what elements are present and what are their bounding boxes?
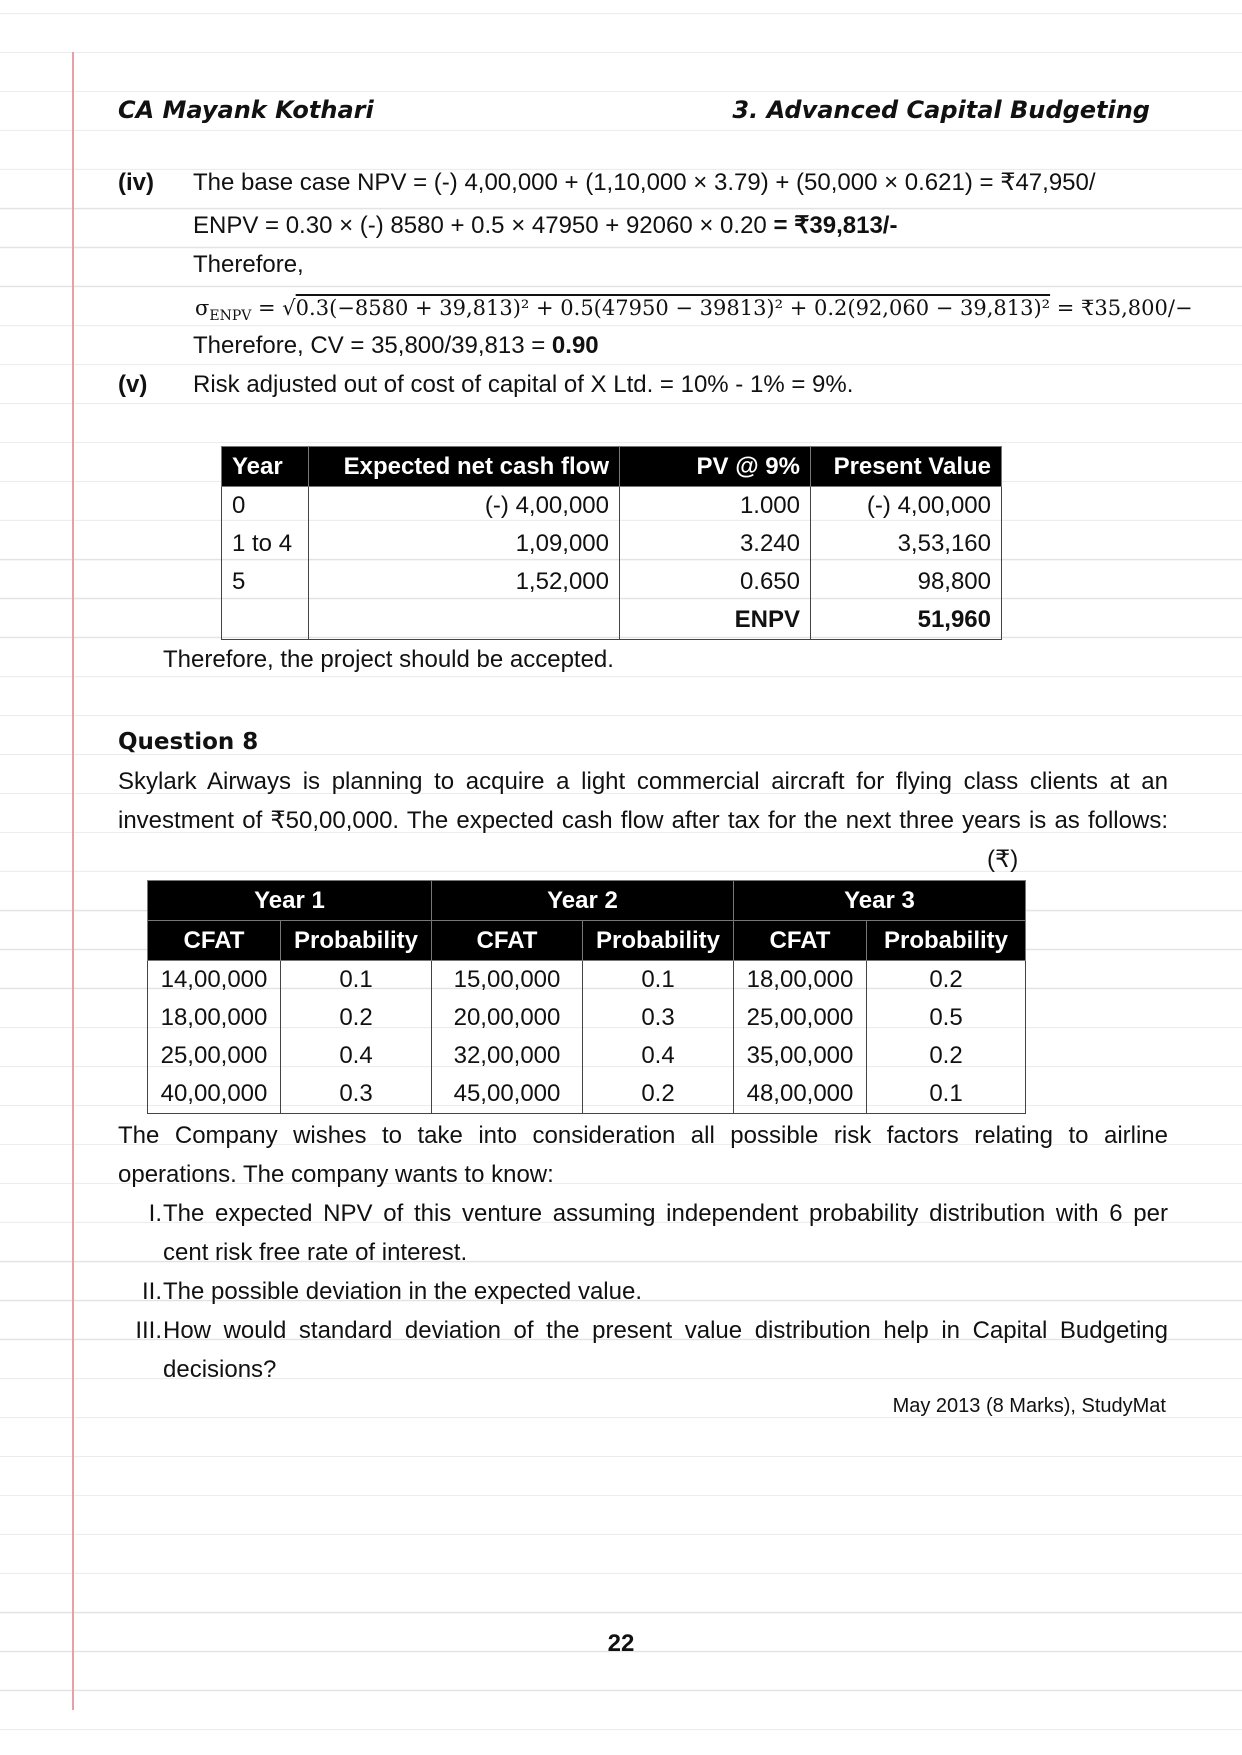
cell (222, 601, 309, 640)
col-year: Year (222, 447, 309, 487)
cell: 0.5 (867, 999, 1026, 1037)
cell: 1,09,000 (309, 525, 620, 563)
enpv-line (193, 211, 897, 241)
cell: 0.1 (867, 1075, 1026, 1114)
enpv-formula: ENPV = 0.30 × (-) 8580 + 0.5 × 47950 + 92060 × 0.20 (193, 212, 774, 239)
cell: (-) 4,00,000 (309, 487, 620, 526)
cell: 0.1 (583, 961, 734, 1000)
item-ii-line1: The possible deviation in the expected value. (163, 1278, 642, 1305)
item-i-line2: cent risk free rate of interest. (163, 1239, 468, 1266)
page-number: 22 (607, 1630, 635, 1657)
sigma-equals: = √ (251, 296, 296, 320)
col-cfat: CFAT (148, 921, 281, 961)
table-row (148, 1037, 1026, 1075)
cell: 0.2 (281, 999, 432, 1037)
part-iv-number: (iv) (118, 169, 154, 196)
table-row (222, 525, 1002, 563)
table-total-row (222, 601, 1002, 640)
cell: 3.240 (620, 525, 811, 563)
col-cfat: CFAT (432, 921, 583, 961)
cell: 0.4 (583, 1037, 734, 1075)
item-iii-line2: decisions? (163, 1356, 277, 1383)
sigma-radicand: 0.3(−8580 + 39,813)² + 0.5(47950 − 39813)² + 0.2(92,060 − 39,813)² (295, 296, 1051, 320)
sigma-subscript: ENPV (209, 308, 252, 325)
cell: 25,00,000 (734, 999, 867, 1037)
cell: 3,53,160 (811, 525, 1002, 563)
cell: 0.3 (583, 999, 734, 1037)
cell: 18,00,000 (148, 999, 281, 1037)
cell: 1,52,000 (309, 563, 620, 601)
sigma-formula (195, 293, 1193, 331)
cell: 20,00,000 (432, 999, 583, 1037)
cell: 25,00,000 (148, 1037, 281, 1075)
col-probability: Probability (583, 921, 734, 961)
cv-formula: Therefore, CV = 35,800/39,813 = (193, 332, 552, 359)
cell: 0.1 (281, 961, 432, 1000)
table-row (222, 563, 1002, 601)
table-subheader-row (148, 921, 1026, 961)
cell: 0.2 (867, 1037, 1026, 1075)
table-row (148, 961, 1026, 1000)
cell: 48,00,000 (734, 1075, 867, 1114)
company-wishes-line2: operations. The company wants to know: (118, 1161, 554, 1188)
cfat-table (147, 880, 1026, 1114)
currency-unit: (₹) (987, 846, 1019, 873)
cell: 0 (222, 487, 309, 526)
header-chapter: 3. Advanced Capital Budgeting (732, 96, 1150, 124)
cell: 0.4 (281, 1037, 432, 1075)
table-row (222, 487, 1002, 526)
company-wishes-line1: The Company wishes to take into consideration all possible risk factors relating to airline (118, 1122, 1168, 1149)
year-3-header: Year 3 (734, 881, 1026, 921)
cell (309, 601, 620, 640)
cell: 45,00,000 (432, 1075, 583, 1114)
cell: 15,00,000 (432, 961, 583, 1000)
cell: 5 (222, 563, 309, 601)
cv-result: 0.90 (551, 332, 599, 359)
cell: 40,00,000 (148, 1075, 281, 1114)
therefore-line: Therefore, (193, 251, 304, 278)
item-i-line1: The expected NPV of this venture assuming independent probability distribution with 6 per (163, 1200, 1168, 1227)
risk-adjusted-line: Risk adjusted out of cost of capital of X Ltd. = 10% - 1% = 9%. (193, 371, 854, 398)
part-v-number: (v) (118, 371, 148, 398)
item-ii-number: II. (141, 1278, 162, 1305)
base-case-npv-line: The base case NPV = (-) 4,00,000 + (1,10,000 × 3.79) + (50,000 × 0.621) = ₹47,950/ (193, 169, 1096, 196)
cell: 0.650 (620, 563, 811, 601)
table-header-row (148, 881, 1026, 921)
cell: 1 to 4 (222, 525, 309, 563)
question-title: Question 8 (118, 729, 259, 755)
col-cfat: CFAT (734, 921, 867, 961)
col-probability: Probability (867, 921, 1026, 961)
enpv-result: = ₹39,813/- (773, 212, 898, 239)
enpv-value: 51,960 (811, 601, 1002, 640)
cell: (-) 4,00,000 (811, 487, 1002, 526)
cv-line (193, 331, 599, 361)
cell: 0.2 (867, 961, 1026, 1000)
enpv-label: ENPV (620, 601, 811, 640)
question-source: May 2013 (8 Marks), StudyMat (892, 1395, 1166, 1417)
item-iii-line1: How would standard deviation of the present value distribution help in Capital Budgeting (163, 1317, 1168, 1344)
cell: 98,800 (811, 563, 1002, 601)
table-row (148, 1075, 1026, 1114)
item-i-number: I. (148, 1200, 162, 1227)
col-present-value: Present Value (811, 447, 1002, 487)
question-para-line2: investment of ₹50,00,000. The expected cash flow after tax for the next three years is as follows: (118, 807, 1168, 834)
cell: 14,00,000 (148, 961, 281, 1000)
item-iii-number: III. (135, 1317, 162, 1344)
cell: 0.3 (281, 1075, 432, 1114)
table-row (148, 999, 1026, 1037)
col-expected-cash-flow: Expected net cash flow (309, 447, 620, 487)
conclusion-line: Therefore, the project should be accepted. (163, 646, 614, 673)
cell: 32,00,000 (432, 1037, 583, 1075)
question-para-line1: Skylark Airways is planning to acquire a light commercial aircraft for flying class clients at an (118, 768, 1168, 795)
cell: 35,00,000 (734, 1037, 867, 1075)
cell: 1.000 (620, 487, 811, 526)
cell: 18,00,000 (734, 961, 867, 1000)
year-1-header: Year 1 (148, 881, 432, 921)
col-probability: Probability (281, 921, 432, 961)
col-pv-factor: PV @ 9% (620, 447, 811, 487)
sigma-symbol: σ (195, 296, 210, 320)
sigma-result: = ₹35,800/− (1050, 296, 1193, 320)
table-header-row (222, 447, 1002, 487)
enpv-table (221, 446, 1002, 640)
year-2-header: Year 2 (432, 881, 734, 921)
margin-line (72, 52, 74, 1710)
header-author: CA Mayank Kothari (118, 96, 374, 124)
cell: 0.2 (583, 1075, 734, 1114)
